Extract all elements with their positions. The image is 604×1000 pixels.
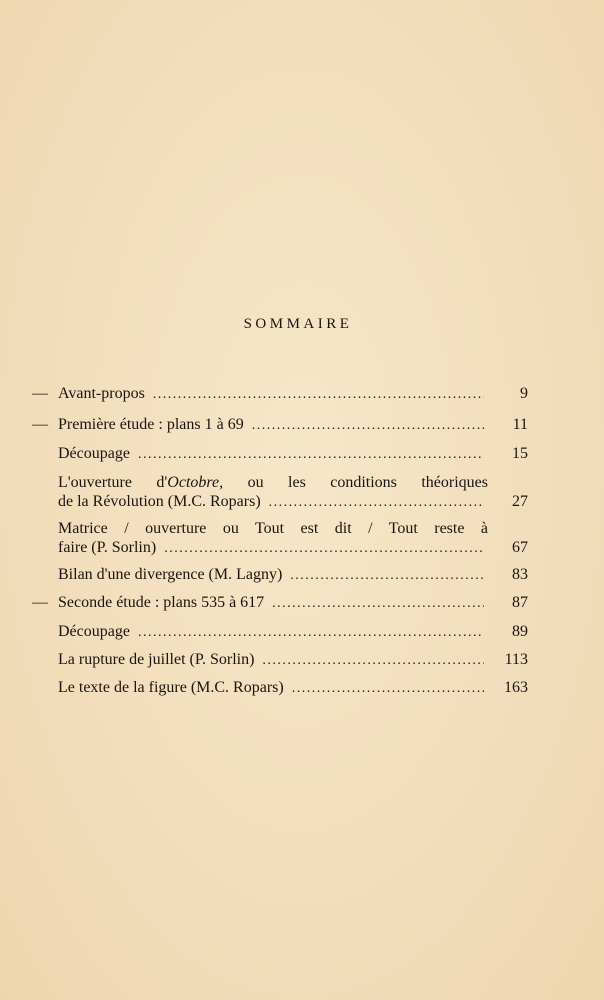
entry-dash: — xyxy=(32,385,48,402)
toc-entry-rupture-juillet xyxy=(0,650,604,670)
entry-title: Découpage xyxy=(58,623,130,640)
entry-title: Bilan d'une divergence (M. Lagny) xyxy=(58,566,283,583)
entry-page-number: 15 xyxy=(512,445,528,462)
entry-title: Le texte de la figure (M.C. Ropars) xyxy=(58,679,284,696)
entry-page-number: 11 xyxy=(512,416,528,433)
toc-entry-decoupage-2 xyxy=(0,622,604,642)
entry-page-number: 113 xyxy=(504,651,528,668)
page-title: SOMMAIRE xyxy=(243,316,353,332)
leader-dots xyxy=(252,416,484,435)
entry-dash: — xyxy=(32,594,48,611)
entry-page-number: 87 xyxy=(512,594,528,611)
entry-page-number: 67 xyxy=(512,539,528,556)
leader-dots xyxy=(290,566,484,585)
toc-entry-ouverture-octobre xyxy=(0,473,604,513)
leader-dots xyxy=(164,539,484,558)
entry-dash: — xyxy=(32,416,48,433)
entry-page-number: 83 xyxy=(512,566,528,583)
entry-title: Seconde étude : plans 535 à 617 xyxy=(58,594,265,611)
toc-entry-decoupage-1 xyxy=(0,444,604,464)
entry-title: La rupture de juillet (P. Sorlin) xyxy=(58,651,255,668)
entry-title-part: L'ouverture d' xyxy=(58,474,168,491)
entry-page-number: 163 xyxy=(504,679,528,696)
entry-page-number: 9 xyxy=(520,385,528,402)
entry-title-continued: faire (P. Sorlin) xyxy=(58,539,157,556)
leader-dots xyxy=(138,623,484,642)
leader-dots xyxy=(153,385,484,404)
leader-dots xyxy=(138,445,484,464)
toc-entry-avant-propos xyxy=(0,384,604,404)
entry-title: Première étude : plans 1 à 69 xyxy=(58,416,244,433)
toc-entry-bilan xyxy=(0,565,604,585)
entry-title: Découpage xyxy=(58,445,130,462)
leader-dots xyxy=(269,493,484,512)
toc-entry-matrice-ouverture xyxy=(0,519,604,559)
leader-dots xyxy=(272,594,484,613)
entry-page-number: 89 xyxy=(512,623,528,640)
toc-entry-seconde-etude xyxy=(0,593,604,613)
entry-title: Matrice / ouverture ou Tout est dit / Tout reste à xyxy=(58,520,488,537)
toc-entry-premiere-etude xyxy=(0,415,604,435)
entry-title-continued: de la Révolution (M.C. Ropars) xyxy=(58,493,261,510)
leader-dots xyxy=(262,651,484,670)
entry-title-film: Octobre, xyxy=(167,474,224,491)
entry-title: Avant-propos xyxy=(58,385,145,402)
leader-dots xyxy=(292,679,484,698)
entry-title-part: ou les conditions théoriques xyxy=(223,474,488,491)
entry-page-number: 27 xyxy=(512,493,528,510)
toc-entry-texte-figure xyxy=(0,678,604,698)
